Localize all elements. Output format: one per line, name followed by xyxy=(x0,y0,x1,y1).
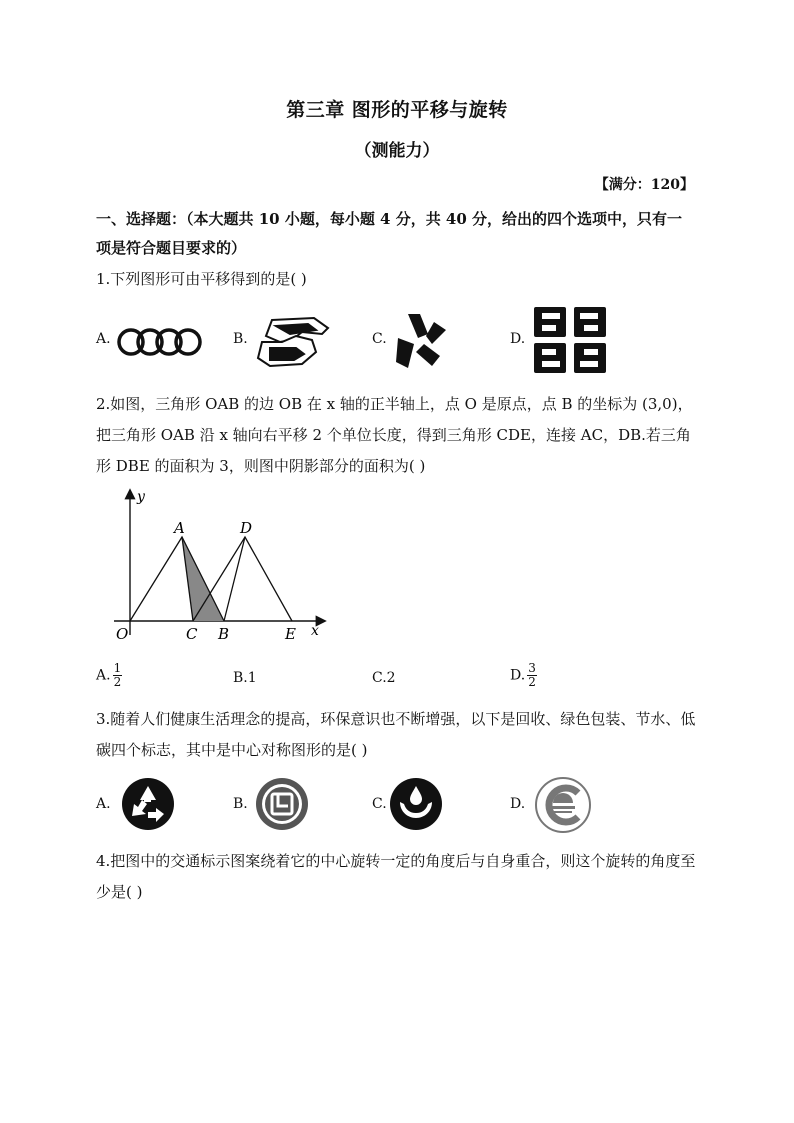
full-score: 【满分：120】 xyxy=(594,177,694,193)
green-package-icon xyxy=(254,776,310,832)
label-y: y xyxy=(137,489,145,505)
label-o: O xyxy=(116,625,129,643)
page-subtitle: （测能力） xyxy=(354,141,440,161)
q3-option-c-label: C. xyxy=(372,796,387,812)
label-c: C xyxy=(186,625,198,643)
q1-option-a-rings-figure xyxy=(114,325,204,359)
water-saving-icon xyxy=(388,776,444,832)
label-e: E xyxy=(285,625,296,643)
fraction-three-halves: $\frac{3}{2}$ xyxy=(528,661,536,689)
low-carbon-icon xyxy=(534,776,592,834)
q2-option-d: D. $\frac{3}{2}$ xyxy=(510,661,536,689)
q1-option-c-figure xyxy=(388,308,454,374)
q1-option-a-label: A. xyxy=(96,331,111,347)
q1-option-b-label: B. xyxy=(233,331,248,347)
question-1-stem: 1.下列图形可由平移得到的是( ) xyxy=(96,270,307,288)
label-b: B xyxy=(218,625,230,643)
recycle-icon xyxy=(120,776,176,832)
q3-option-a-label: A. xyxy=(96,796,111,812)
question-4-stem: 4.把图中的交通标示图案绕着它的中心旋转一定的角度后与自身重合，则这个旋转的角度至少是( ) xyxy=(96,852,696,901)
segment-db xyxy=(224,537,245,621)
page-title: 第三章 图形的平移与旋转 xyxy=(286,99,508,121)
question-2-stem: 2.如图，三角形 OAB 的边 OB 在 x 轴的正半轴上，点 O 是原点，点 B 的坐标为 (3,0)，把三角形 OAB 沿 x 轴向右平移 2 个单位长度，得到三角形 CDE，连接 AC，DB.若三角形 DBE 的面积为 3，则图中阴影部分的面积为( ) xyxy=(96,395,693,475)
section-heading: 一、选择题：（本大题共 10 小题，每小题 4 分，共 40 分，给出的四个选项中，只有一项是符合题目要求的） xyxy=(96,210,683,257)
fraction-one-half: $\frac{1}{2}$ xyxy=(113,661,122,689)
label-d: D xyxy=(240,519,253,537)
q1-option-d-figure xyxy=(532,305,610,375)
label-a: A xyxy=(174,519,185,537)
q2-option-c: C.2 xyxy=(372,670,396,686)
q1-option-d-label: D. xyxy=(510,331,526,347)
q3-option-b-label: B. xyxy=(233,796,248,812)
q3-option-d-label: D. xyxy=(510,796,526,812)
q1-option-c-label: C. xyxy=(372,331,387,347)
q1-option-b-figure xyxy=(252,312,332,372)
question-3-stem: 3.随着人们健康生活理念的提高，环保意识也不断增强，以下是回收、绿色包装、节水、低碳四个标志，其中是中心对称图形的是( ) xyxy=(96,710,696,759)
q2-coordinate-figure xyxy=(104,485,334,645)
label-x: x xyxy=(311,623,319,639)
q2-option-b: B.1 xyxy=(233,670,257,686)
q2-option-a: A. $\frac{1}{2}$ xyxy=(96,661,122,689)
